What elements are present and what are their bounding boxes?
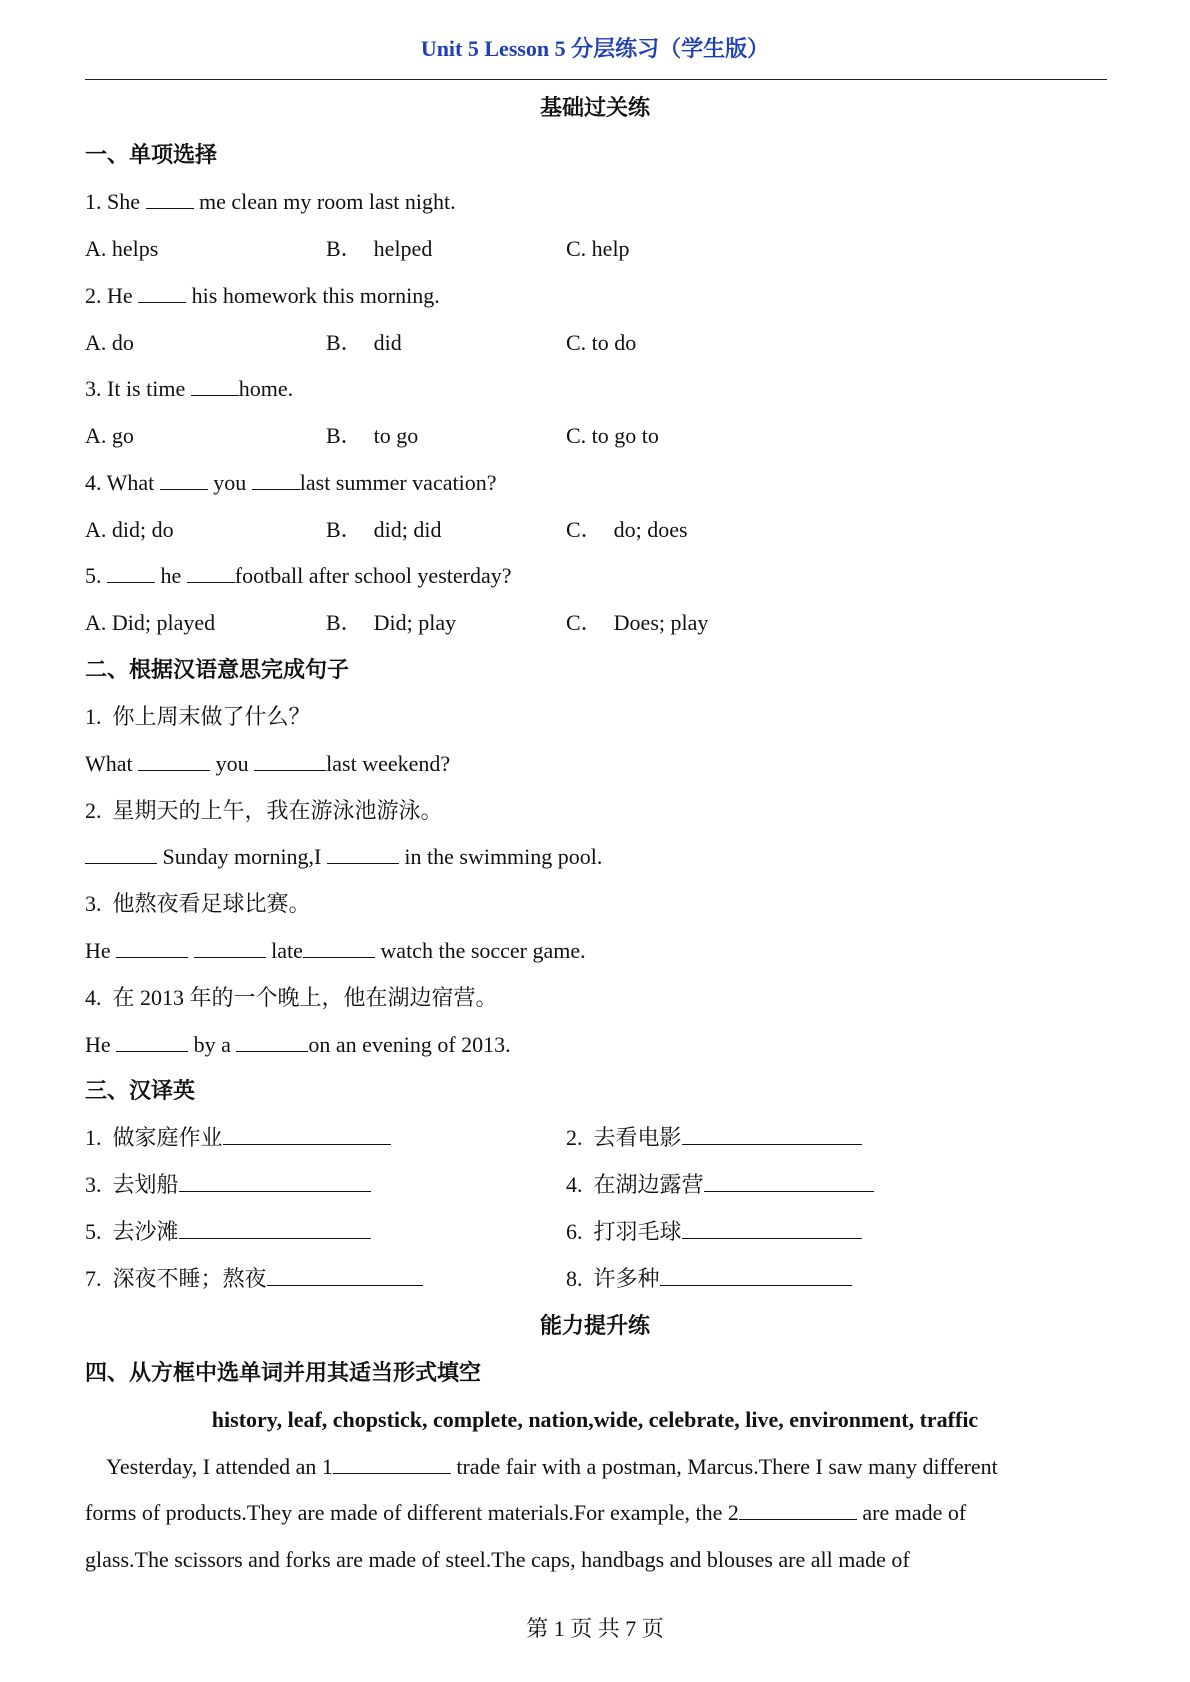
- answer-blank[interactable]: [116, 1031, 188, 1052]
- part2-title: 二、根据汉语意思完成句子: [85, 657, 350, 682]
- sentence-4: He by a on an evening of 2013.: [85, 1032, 511, 1057]
- option-a[interactable]: A. go: [85, 423, 134, 448]
- answer-blank[interactable]: [682, 1218, 862, 1239]
- sentence-2: Sunday morning,I in the swimming pool.: [85, 843, 602, 871]
- answer-blank[interactable]: [660, 1265, 852, 1286]
- answer-blank[interactable]: [179, 1171, 371, 1192]
- prompt-2-chinese: 2. 星期天的上午，我在游泳池游泳。: [85, 798, 443, 823]
- answer-blank[interactable]: [138, 750, 210, 771]
- option-b[interactable]: B． did: [326, 330, 402, 355]
- answer-blank[interactable]: [739, 1499, 857, 1520]
- part1-title: 一、单项选择: [85, 142, 218, 167]
- question-2: 2. He his homework this morning.: [85, 283, 440, 308]
- answer-blank[interactable]: [223, 1124, 391, 1145]
- answer-blank[interactable]: [333, 1453, 451, 1474]
- option-a[interactable]: A. do: [85, 330, 134, 355]
- answer-blank[interactable]: [682, 1124, 862, 1145]
- section-heading-advanced: 能力提升练: [539, 1313, 650, 1338]
- word-bank: history, leaf, chopstick, complete, nation,wide, celebrate, live, environment, traffic: [211, 1407, 979, 1432]
- passage-line-2: forms of products.They are made of different materials.For example, the 2 are made of: [85, 1500, 967, 1525]
- answer-blank[interactable]: [254, 750, 326, 771]
- answer-blank[interactable]: [252, 469, 300, 490]
- answer-blank[interactable]: [327, 843, 399, 864]
- question-3: 3. It is time home.: [85, 376, 294, 401]
- answer-blank[interactable]: [267, 1265, 423, 1286]
- section-heading-basic: 基础过关练: [539, 95, 650, 120]
- part3-title: 三、汉译英: [85, 1078, 196, 1103]
- answer-blank[interactable]: [179, 1218, 371, 1239]
- answer-blank[interactable]: [194, 937, 266, 958]
- answer-blank[interactable]: [160, 469, 208, 490]
- translate-item-3: 3. 去划船: [85, 1171, 371, 1199]
- translate-item-8: 8. 许多种: [566, 1265, 852, 1293]
- option-c[interactable]: C. help: [566, 236, 630, 261]
- option-b[interactable]: B． did; did: [326, 517, 442, 542]
- question-5: 5. he football after school yesterday?: [85, 563, 512, 588]
- passage-line-1: Yesterday, I attended an 1 trade fair with a postman, Marcus.There I saw many different: [85, 1454, 998, 1479]
- prompt-3-chinese: 3. 他熬夜看足球比赛。: [85, 891, 311, 916]
- answer-blank[interactable]: [138, 282, 186, 303]
- option-a[interactable]: A. helps: [85, 236, 159, 261]
- page-header: Unit 5 Lesson 5 分层练习（学生版）: [420, 36, 770, 61]
- option-c[interactable]: C. to do: [566, 330, 637, 355]
- answer-blank[interactable]: [146, 188, 194, 209]
- prompt-4-chinese: 4. 在 2013 年的一个晚上，他在湖边宿营。: [85, 985, 498, 1010]
- answer-blank[interactable]: [116, 937, 188, 958]
- passage-line-3: glass.The scissors and forks are made of steel.The caps, handbags and blouses are all made of: [85, 1547, 910, 1572]
- answer-blank[interactable]: [704, 1171, 874, 1192]
- option-b[interactable]: B． to go: [326, 423, 419, 448]
- page-footer: 第 1 页 共 7 页: [526, 1616, 664, 1641]
- answer-blank[interactable]: [187, 562, 235, 583]
- header-divider: [85, 79, 1107, 80]
- option-b[interactable]: B． helped: [326, 236, 433, 261]
- answer-blank[interactable]: [236, 1031, 308, 1052]
- answer-blank[interactable]: [85, 843, 157, 864]
- option-c[interactable]: C． do; does: [566, 517, 688, 542]
- translate-item-5: 5. 去沙滩: [85, 1218, 371, 1246]
- option-a[interactable]: A. did; do: [85, 517, 174, 542]
- translate-item-4: 4. 在湖边露营: [566, 1171, 874, 1199]
- translate-item-6: 6. 打羽毛球: [566, 1218, 862, 1246]
- option-c[interactable]: C． Does; play: [566, 610, 709, 635]
- part4-title: 四、从方框中选单词并用其适当形式填空: [85, 1360, 482, 1385]
- option-a[interactable]: A. Did; played: [85, 610, 216, 635]
- question-4: 4. What you last summer vacation?: [85, 470, 497, 495]
- translate-item-2: 2. 去看电影: [566, 1124, 862, 1152]
- translate-item-7: 7. 深夜不睡；熬夜: [85, 1265, 423, 1293]
- sentence-1: What you last weekend?: [85, 751, 451, 776]
- question-1: 1. She me clean my room last night.: [85, 189, 456, 214]
- answer-blank[interactable]: [191, 375, 239, 396]
- prompt-1-chinese: 1. 你上周末做了什么？: [85, 704, 311, 729]
- option-b[interactable]: B． Did; play: [326, 610, 457, 635]
- sentence-3: He late watch the soccer game.: [85, 938, 586, 963]
- option-c[interactable]: C. to go to: [566, 423, 659, 448]
- answer-blank[interactable]: [107, 562, 155, 583]
- translate-item-1: 1. 做家庭作业: [85, 1124, 391, 1152]
- answer-blank[interactable]: [303, 937, 375, 958]
